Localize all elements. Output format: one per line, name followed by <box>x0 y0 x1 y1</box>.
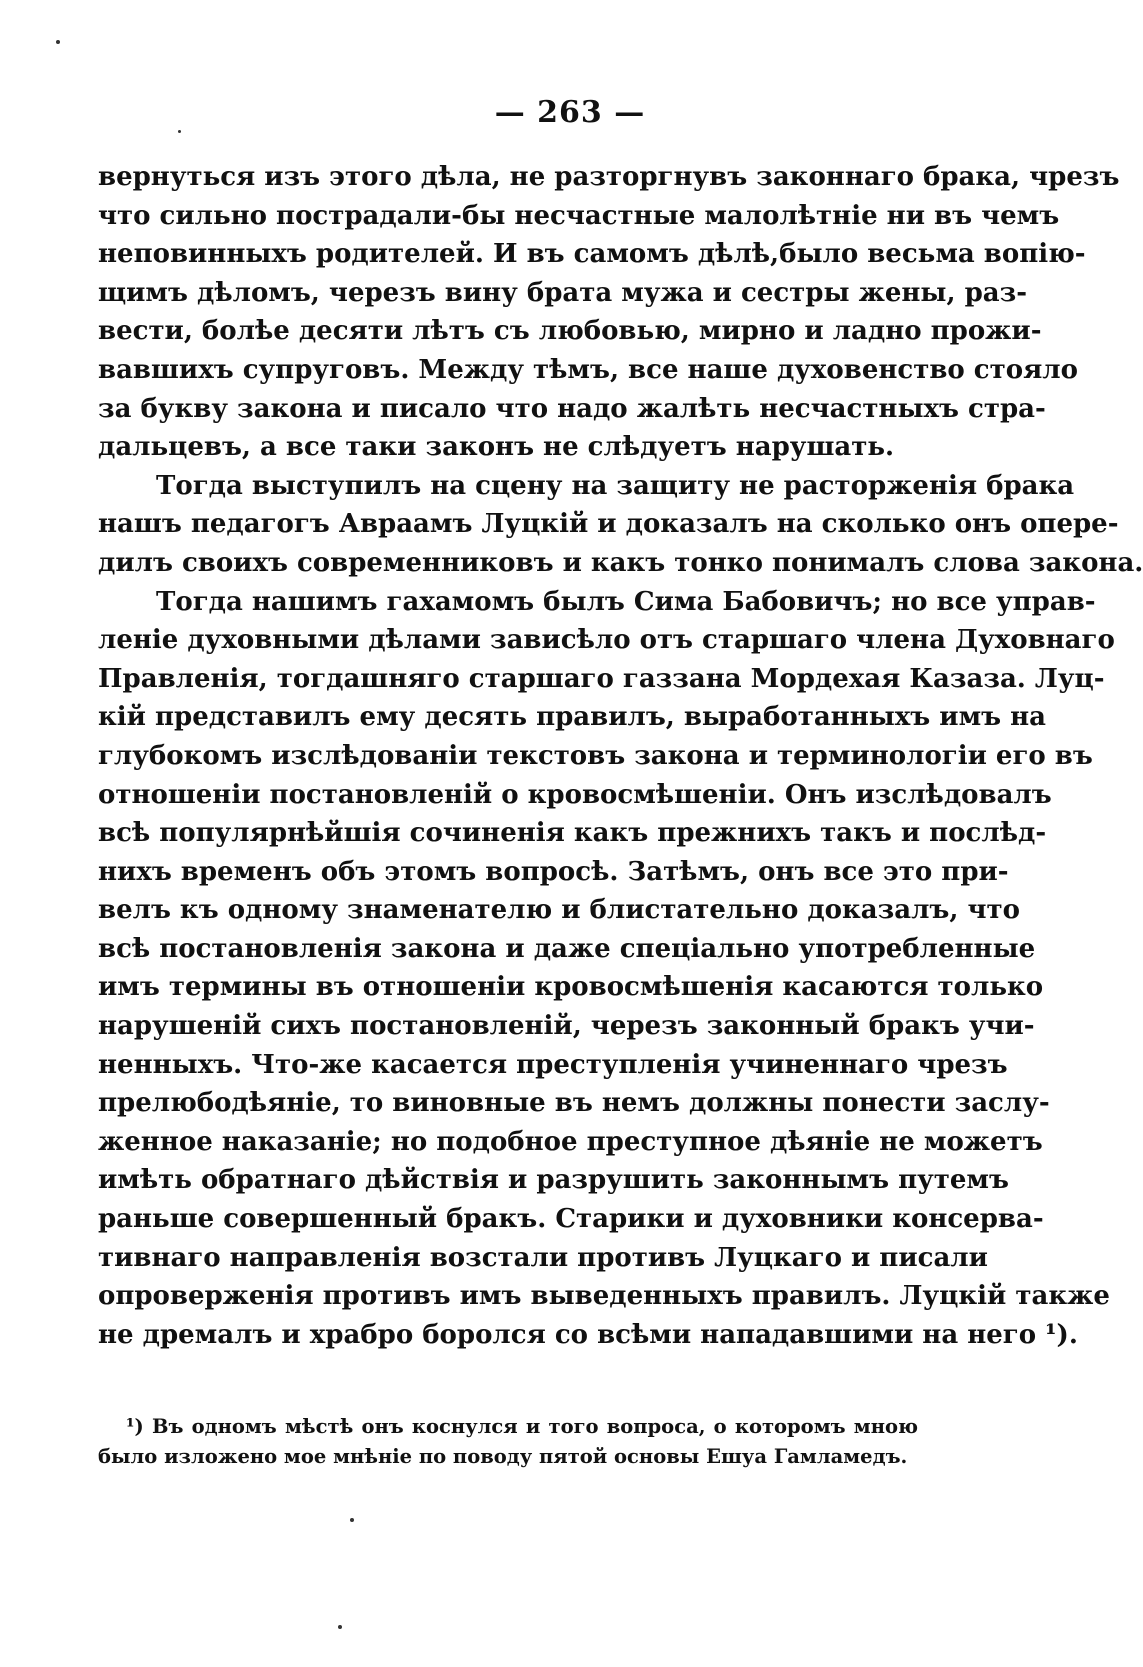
text-line: щимъ дѣломъ, черезъ вину брата мужа и сестры жены, раз- <box>98 277 1027 308</box>
print-speck <box>350 1518 354 1522</box>
text-line: что сильно пострадали-бы несчастные малолѣтніе ни въ чемъ <box>98 200 1060 231</box>
body-text <box>98 158 1143 1354</box>
text-line: нарушеній сихъ постановленій, черезъ законный бракъ учи- <box>98 1011 1035 1042</box>
page-number: — 263 — <box>494 95 646 130</box>
text-line: неповинныхъ родителей. И въ самомъ дѣлѣ,было весьма вопію- <box>98 239 1086 270</box>
text-line: имъ термины въ отношеніи кровосмѣшенія касаются только <box>98 972 1044 1003</box>
text-line: вернуться изъ этого дѣла, не разторгнувъ законнаго брака, чрезъ <box>98 162 1120 192</box>
text-line: не дремалъ и храбро боролся со всѣми нападавшими на него ¹). <box>98 1319 1078 1350</box>
text-line: кій представилъ ему десять правилъ, выработанныхъ имъ на <box>98 702 1047 733</box>
text-line: вести, болѣе десяти лѣтъ съ любовью, мирно и ладно прожи- <box>98 316 1042 347</box>
print-speck <box>56 40 60 44</box>
print-speck <box>178 130 181 133</box>
text-line: имѣть обратнаго дѣйствія и разрушить законнымъ путемъ <box>98 1165 1009 1196</box>
text-line: леніе духовными дѣлами зависѣло отъ старшаго члена Духовнаго <box>98 625 1115 656</box>
footnotes <box>98 1412 918 1472</box>
text-line: прелюбодѣяніе, то виновные въ немъ должны понести заслу- <box>98 1088 1050 1119</box>
text-line: вавшихъ супруговъ. Между тѣмъ, все наше духовенство стояло <box>98 354 1078 385</box>
text-line: дилъ своихъ современниковъ и какъ тонко понималъ слова закона. <box>98 547 1143 578</box>
text-line: ненныхъ. Что-же касается преступленія учиненнаго чрезъ <box>98 1049 1008 1080</box>
text-line: всѣ постановленія закона и даже спеціально употребленные <box>98 933 1036 964</box>
print-speck <box>338 1625 342 1629</box>
text-line: нихъ временъ объ этомъ вопросѣ. Затѣмъ, онъ все это при- <box>98 856 1009 887</box>
text-line: всѣ популярнѣйшія сочиненія какъ прежнихъ такъ и послѣд- <box>98 818 1047 849</box>
text-line: велъ къ одному знаменателю и блистательно доказалъ, что <box>98 895 1020 926</box>
text-line: отношеніи постановленій о кровосмѣшеніи. Онъ изслѣдовалъ <box>98 779 1052 810</box>
text-line: глубокомъ изслѣдованіи текстовъ закона и терминологіи его въ <box>98 740 1093 771</box>
footnote-line: ¹) Въ одномъ мѣстѣ онъ коснулся и того вопроса, о которомъ мною <box>126 1415 918 1438</box>
text-line: раньше совершенный бракъ. Старики и духовники консерва- <box>98 1204 1044 1235</box>
text-line: дальцевъ, а все таки законъ не слѣдуетъ нарушать. <box>98 432 895 463</box>
text-line: Тогда нашимъ гахамомъ былъ Сима Бабовичъ; но все управ- <box>156 586 1096 617</box>
text-line: Тогда выступилъ на сцену на защиту не расторженія брака <box>156 470 1075 501</box>
text-line: нашъ педагогъ Авраамъ Луцкій и доказалъ на сколько онъ опере- <box>98 509 1119 540</box>
footnote-line: было изложено мое мнѣніе по поводу пятой основы Ешуа Гамламедъ. <box>98 1445 908 1468</box>
text-line: Правленія, тогдашняго старшаго газзана Мордехая Казаза. Луц- <box>98 663 1105 694</box>
text-line: опроверженія противъ имъ выведенныхъ правилъ. Луцкій также <box>98 1281 1110 1312</box>
text-line: тивнаго направленія возстали противъ Луцкаго и писали <box>98 1242 988 1273</box>
text-line: женное наказаніе; но подобное преступное дѣяніе не можетъ <box>98 1126 1043 1157</box>
text-line: за букву закона и писало что надо жалѣть несчастныхъ стра- <box>98 393 1046 424</box>
